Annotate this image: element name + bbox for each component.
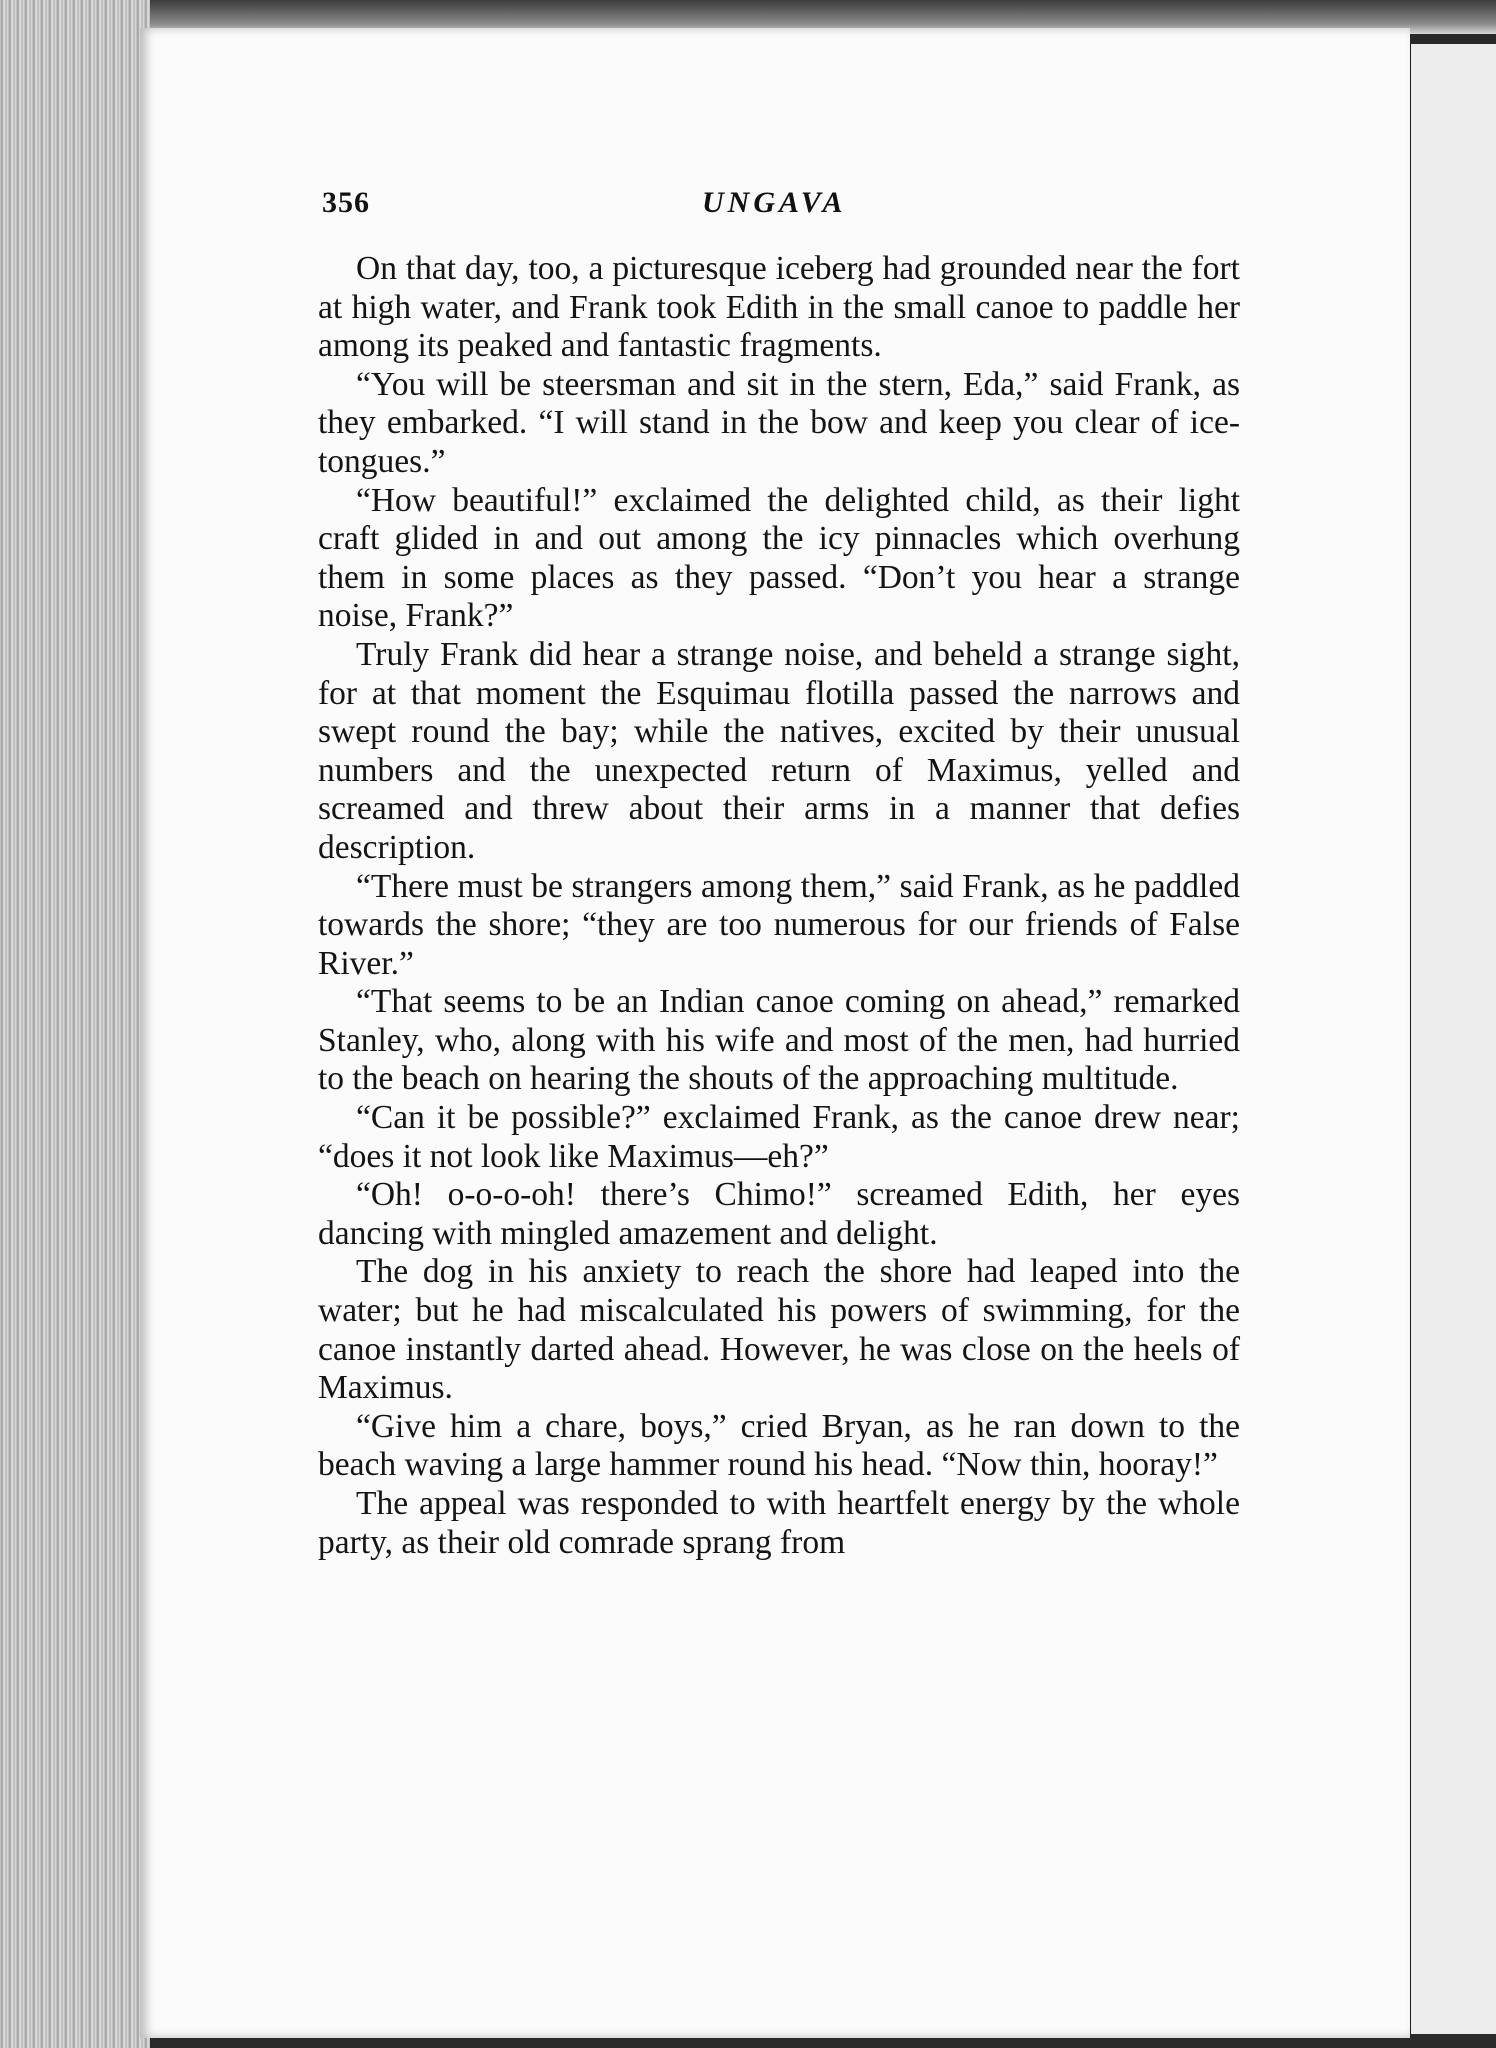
page-number: 356 [322,186,370,219]
paragraph: “Oh! o-o-o-oh! there’s Chimo!” screamed Edith, her eyes dancing with mingled amazement and delight. [318,1176,1240,1252]
paragraph: “That seems to be an Indian canoe coming on ahead,” remarked Stanley, who, along with his wife and most of the men, had hurried to the beach on hearing the shouts of the approaching multitude. [318,983,1240,1098]
body-text [318,250,1240,1562]
paragraph: On that day, too, a picturesque iceberg had grounded near the fort at high water, and Frank took Edith in the small canoe to paddle her among its peaked and fantastic fragments. [318,250,1240,365]
facing-page-edge [1408,44,1496,2034]
running-title: UNGAVA [702,186,847,219]
paragraph: “Give him a chare, boys,” cried Bryan, as he ran down to the beach waving a large hammer round his head. “Now thin, hooray!” [318,1407,1240,1484]
paragraph: The appeal was responded to with heartfelt energy by the whole party, as their old comrade sprang from [318,1485,1240,1561]
paragraph: “How beautiful!” exclaimed the delighted child, as their light craft glided in and out among the icy pinnacles which overhung them in some places as they passed. “Don’t you hear a strange noise, Frank?” [318,481,1240,635]
paragraph: Truly Frank did hear a strange noise, and beheld a strange sight, for at that moment the Esquimau flotilla passed the narrows and swept round the bay; while the natives, excited by their unusual numbers and the unexpected return of Maximus, yelled and screamed and threw about their arms in a manner that defies description. [318,635,1240,866]
paragraph: “Can it be possible?” exclaimed Frank, as the canoe drew near; “does it not look like Maximus—eh?” [318,1099,1240,1175]
paragraph: The dog in his anxiety to reach the shore had leaped into the water; but he had miscalculated his powers of swimming, for the canoe instantly darted ahead. However, he was close on the heels of Maximus. [318,1253,1240,1407]
page-header [322,186,1242,226]
paragraph: “You will be steersman and sit in the stern, Eda,” said Frank, as they embarked. “I will stand in the bow and keep you clear of ice-tongues.” [318,365,1240,480]
book-page-edges [0,0,150,2048]
paragraph: “There must be strangers among them,” said Frank, as he paddled towards the shore; “they are too numerous for our friends of False River.” [318,867,1240,982]
